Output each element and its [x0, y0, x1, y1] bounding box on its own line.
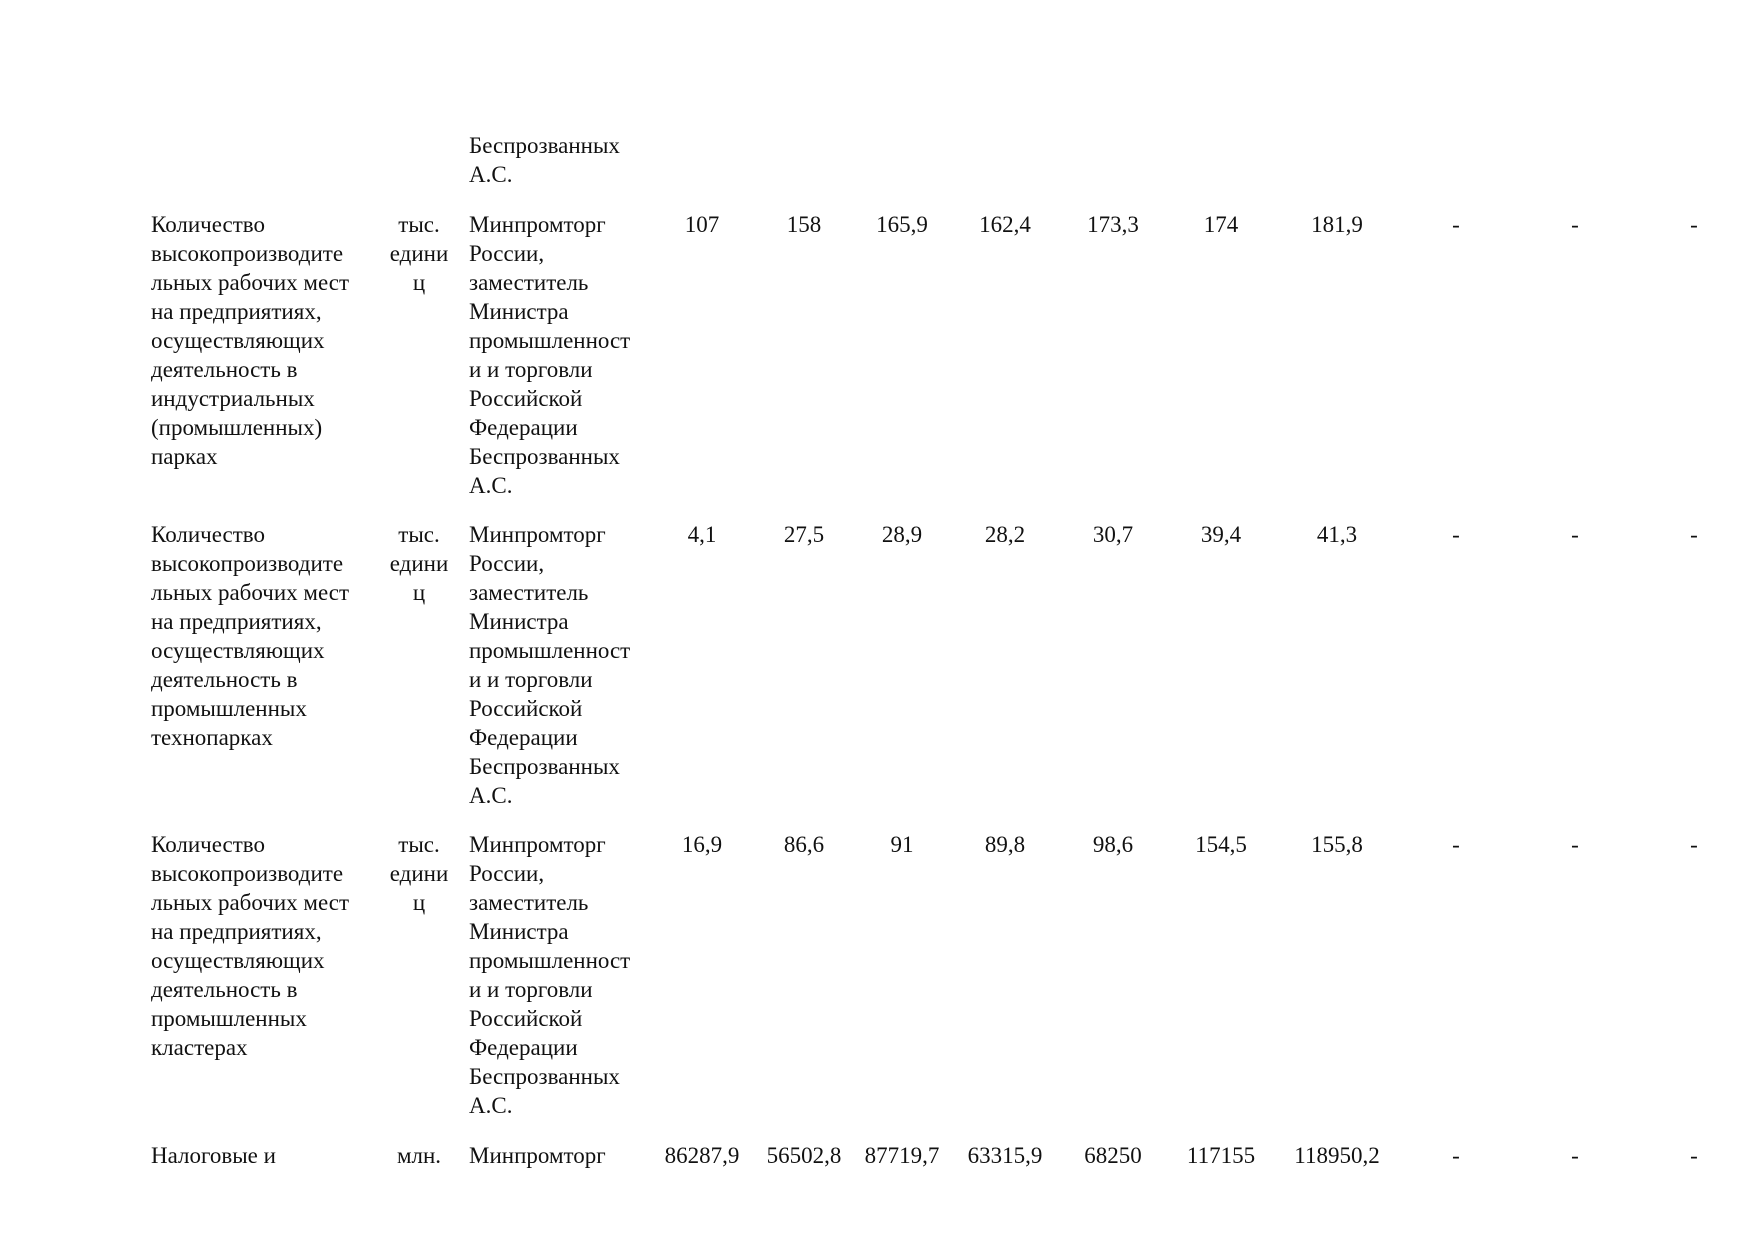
value-cell: 86287,9 [664, 1143, 740, 1168]
value-cell: 86,6 [783, 832, 825, 857]
value-cell: 41,3 [1316, 522, 1358, 547]
responsible-cell: Минпромторг [469, 1143, 606, 1168]
indicator-name-cell: Количество высокопроизводите льных рабочих мест на предприятиях, осуществляющих деятельность в промышленных кластерах [151, 832, 350, 1060]
value-cell: 155,8 [1311, 832, 1363, 857]
value-cell: 154,5 [1195, 832, 1247, 857]
value-cell: 158 [786, 212, 822, 237]
value-cell: 98,6 [1092, 832, 1134, 857]
empty-value-dash: - [1690, 1143, 1698, 1168]
value-cell: 174 [1203, 212, 1239, 237]
empty-value-dash: - [1690, 832, 1698, 857]
empty-value-dash: - [1571, 1143, 1579, 1168]
value-cell: 56502,8 [766, 1143, 842, 1168]
responsible-cell: Минпромторг России, заместитель Министра промышленност и и торговли Российской Федерации Беспрозванных А.С. [469, 212, 631, 498]
responsible-cell: Беспрозванных А.С. [469, 133, 620, 187]
unit-cell: тыс. едини ц [389, 522, 449, 605]
value-cell: 4,1 [687, 522, 717, 547]
empty-value-dash: - [1452, 522, 1460, 547]
empty-value-dash: - [1452, 1143, 1460, 1168]
unit-cell: тыс. едини ц [389, 212, 449, 295]
value-cell: 89,8 [984, 832, 1026, 857]
value-cell: 162,4 [979, 212, 1031, 237]
value-cell: 87719,7 [864, 1143, 940, 1168]
unit-cell: млн. [396, 1143, 442, 1168]
value-cell: 63315,9 [967, 1143, 1043, 1168]
responsible-cell: Минпромторг России, заместитель Министра промышленност и и торговли Российской Федерации Беспрозванных А.С. [469, 522, 631, 808]
empty-value-dash: - [1571, 832, 1579, 857]
value-cell: 39,4 [1200, 522, 1242, 547]
value-cell: 68250 [1084, 1143, 1142, 1168]
value-cell: 181,9 [1311, 212, 1363, 237]
value-cell: 118950,2 [1294, 1143, 1380, 1168]
indicator-name-cell: Количество высокопроизводите льных рабочих мест на предприятиях, осуществляющих деятельность в промышленных технопарках [151, 522, 350, 750]
responsible-cell: Минпромторг России, заместитель Министра промышленност и и торговли Российской Федерации Беспрозванных А.С. [469, 832, 631, 1118]
empty-value-dash: - [1452, 832, 1460, 857]
value-cell: 117155 [1186, 1143, 1256, 1168]
empty-value-dash: - [1690, 522, 1698, 547]
value-cell: 173,3 [1087, 212, 1139, 237]
indicator-name-cell: Количество высокопроизводите льных рабочих мест на предприятиях, осуществляющих деятельность в индустриальных (промышленных) парках [151, 212, 350, 469]
value-cell: 27,5 [783, 522, 825, 547]
empty-value-dash: - [1571, 212, 1579, 237]
value-cell: 16,9 [681, 832, 723, 857]
value-cell: 28,9 [881, 522, 923, 547]
empty-value-dash: - [1571, 522, 1579, 547]
unit-cell: тыс. едини ц [389, 832, 449, 915]
empty-value-dash: - [1452, 212, 1460, 237]
empty-value-dash: - [1690, 212, 1698, 237]
value-cell: 165,9 [876, 212, 928, 237]
indicator-name-cell: Налоговые и [151, 1143, 276, 1168]
value-cell: 91 [890, 832, 914, 857]
value-cell: 30,7 [1092, 522, 1134, 547]
value-cell: 107 [684, 212, 720, 237]
value-cell: 28,2 [984, 522, 1026, 547]
